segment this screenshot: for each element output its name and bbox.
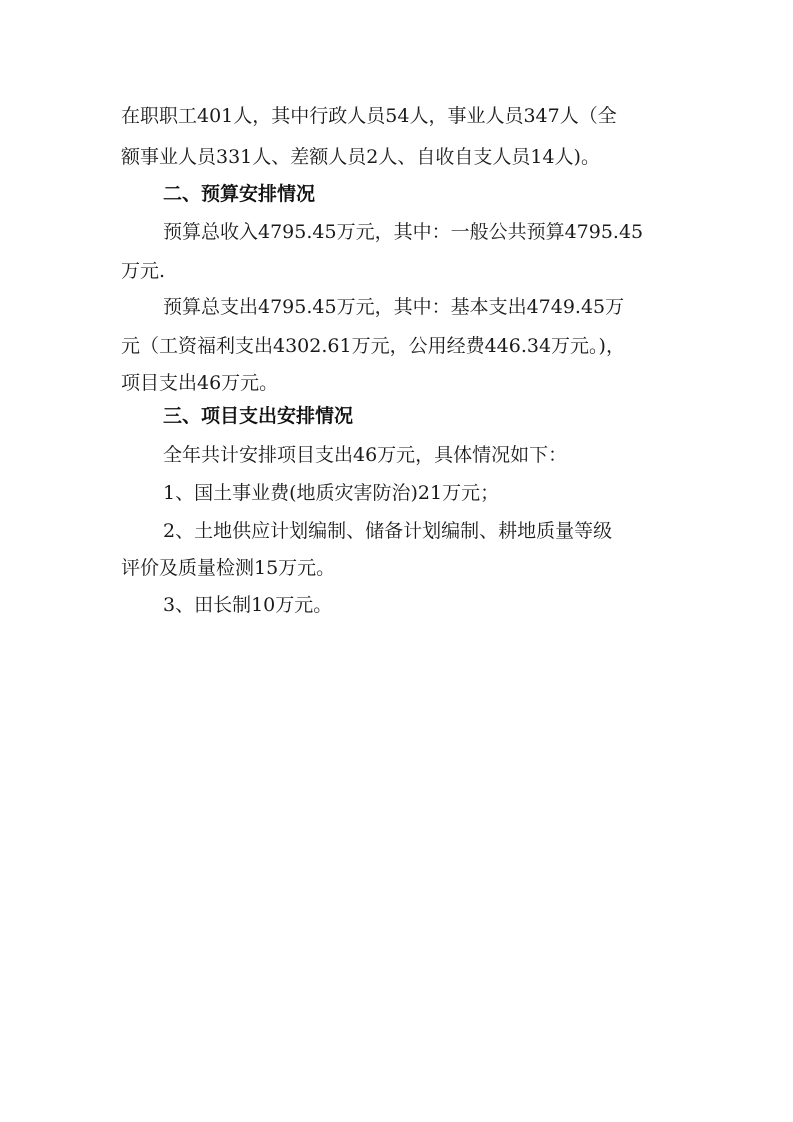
list-item-2-line-2: 评价及质量检测15万元。 [121, 557, 336, 579]
section-heading-budget: 二、预算安排情况 [163, 183, 316, 205]
paragraph-income-line-1: 预算总收入4795.45万元，其中：一般公共预算4795.45 [163, 221, 644, 243]
paragraph-expense-line-1: 预算总支出4795.45万元，其中：基本支出4749.45万 [163, 296, 625, 318]
paragraph-expense-line-2: 元（工资福利支出4302.61万元，公用经费446.34万元。)， [121, 335, 625, 357]
list-item-2-line-1: 2、土地供应计划编制、储备计划编制、耕地质量等级 [163, 520, 613, 542]
list-item-1: 1、国土事业费(地质灾害防治)21万元； [163, 482, 500, 504]
paragraph-income-line-2: 万元. [121, 260, 166, 282]
section-heading-project: 三、项目支出安排情况 [163, 405, 354, 427]
paragraph-staff-line-2: 额事业人员331人、差额人员2人、自收自支人员14人)。 [121, 146, 600, 168]
paragraph-expense-line-3: 项目支出46万元。 [121, 372, 279, 394]
paragraph-staff-line-1: 在职职工401人，其中行政人员54人，事业人员347人（全 [121, 105, 617, 127]
list-item-3: 3、田长制10万元。 [163, 594, 333, 616]
paragraph-project-total: 全年共计安排项目支出46万元，具体情况如下： [163, 444, 568, 466]
